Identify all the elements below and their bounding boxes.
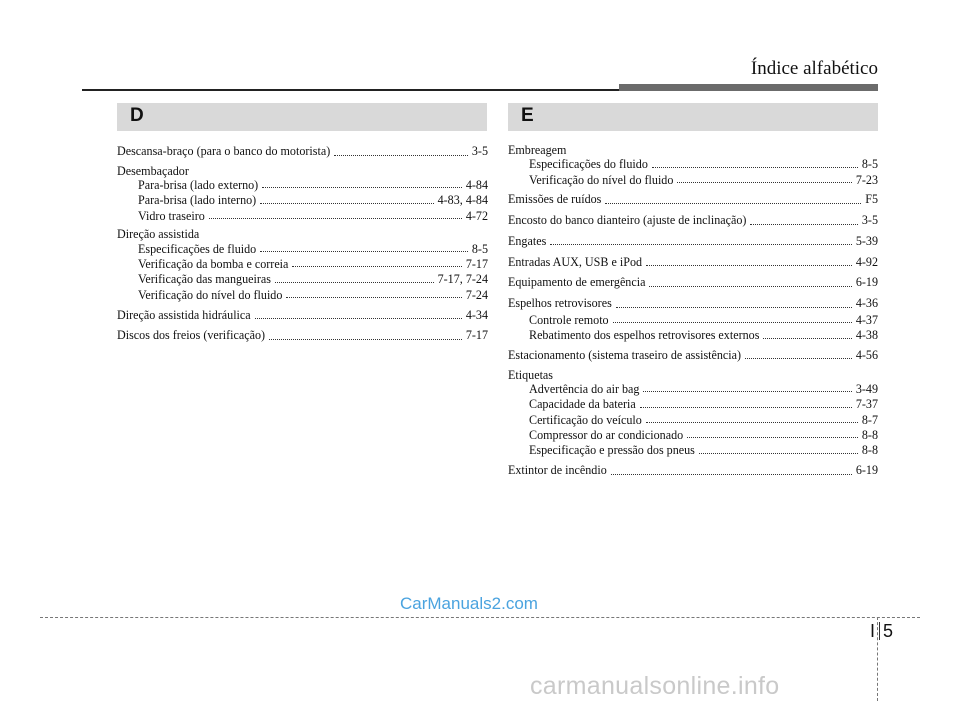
entry-text: Especificações do fluido <box>529 157 648 172</box>
header-bar <box>619 84 878 91</box>
dot-leader <box>286 296 461 298</box>
index-heading <box>117 164 488 178</box>
entry-page: 7-24 <box>465 287 488 302</box>
dot-leader <box>209 217 462 219</box>
entry-text: Rebatimento dos espelhos retrovisores externos <box>529 328 760 343</box>
dot-leader <box>605 202 861 204</box>
entry-page: 6-19 <box>855 275 878 290</box>
dot-leader <box>646 264 852 266</box>
entry-page: 7-17 <box>465 257 488 272</box>
dot-leader <box>260 250 468 252</box>
dot-leader <box>613 321 852 323</box>
entry-text: Encosto do banco dianteiro (ajuste de inclinação) <box>508 213 747 228</box>
entry-text: Entradas AUX, USB e iPod <box>508 254 643 269</box>
entry-page: 7-23 <box>855 172 878 187</box>
entry-page: 3-5 <box>471 144 488 158</box>
entry-text: Para-brisa (lado externo) <box>138 177 259 192</box>
page-number-value: 5 <box>883 621 894 641</box>
dot-leader <box>334 154 468 156</box>
index-subentry[interactable] <box>508 413 878 428</box>
heading-text: Etiquetas <box>508 367 554 382</box>
index-subentry[interactable] <box>508 157 878 172</box>
entry-text: Verificação da bomba e correia <box>138 257 289 272</box>
entry-page: 6-19 <box>855 463 878 478</box>
dot-leader <box>652 166 858 168</box>
dot-leader <box>745 357 852 359</box>
index-heading <box>508 143 878 157</box>
dot-leader <box>687 436 858 438</box>
index-subentry[interactable] <box>117 257 488 272</box>
entry-page: 8-5 <box>861 157 878 172</box>
dot-leader <box>255 317 462 319</box>
index-entry[interactable] <box>508 462 878 480</box>
entry-text: Emissões de ruídos <box>508 192 602 207</box>
page-separator <box>879 622 880 640</box>
heading-text: Direção assistida <box>117 227 200 242</box>
entry-page: 4-56 <box>855 347 878 362</box>
dot-leader <box>646 421 858 423</box>
footer-rule <box>40 617 920 618</box>
entry-text: Controle remoto <box>529 312 609 327</box>
entry-text: Estacionamento (sistema traseiro de assistência) <box>508 347 742 362</box>
entry-page: 3-5 <box>861 213 878 228</box>
entry-page: 8-8 <box>861 427 878 442</box>
index-entry[interactable] <box>508 347 878 365</box>
index-subentry[interactable] <box>508 313 878 328</box>
index-subentry[interactable] <box>117 178 488 193</box>
entry-text: Especificação e pressão dos pneus <box>529 443 695 458</box>
dot-leader <box>750 223 857 225</box>
entry-text: Verificação do nível do fluido <box>529 172 674 187</box>
site-footer-link[interactable]: carmanualsonline.info <box>530 672 780 700</box>
index-subentry[interactable] <box>508 173 878 188</box>
index-subentry[interactable] <box>508 397 878 412</box>
index-subentry[interactable] <box>508 443 878 458</box>
entry-text: Discos dos freios (verificação) <box>117 328 266 343</box>
dot-leader <box>292 265 461 267</box>
index-entry[interactable] <box>117 143 488 161</box>
dot-leader <box>677 181 851 183</box>
entry-page: 4-92 <box>855 254 878 269</box>
entry-text: Advertência do air bag <box>529 381 640 396</box>
index-subentry[interactable] <box>117 288 488 303</box>
watermark-link[interactable]: CarManuals2.com <box>400 594 538 613</box>
index-entry[interactable] <box>117 327 488 345</box>
index-subentry[interactable] <box>117 193 488 208</box>
entry-page: 8-7 <box>861 412 878 427</box>
entry-text: Engates <box>508 233 547 248</box>
entry-page: 4-34 <box>465 307 488 322</box>
entry-page: 4-37 <box>855 312 878 327</box>
dot-leader <box>699 452 858 454</box>
entry-page: 7-17 <box>465 328 488 343</box>
index-entry[interactable] <box>508 212 878 230</box>
index-subentry[interactable] <box>117 272 488 287</box>
entry-text: Vidro traseiro <box>138 208 205 223</box>
entry-text: Extintor de incêndio <box>508 463 607 478</box>
index-entry[interactable] <box>508 274 878 292</box>
index-subentry[interactable] <box>508 382 878 397</box>
index-heading <box>117 227 488 241</box>
page-prefix: I <box>870 621 876 641</box>
section-letter-d: D <box>130 105 144 126</box>
dot-leader <box>649 285 851 287</box>
section-letter-e: E <box>521 105 534 126</box>
entry-page: 3-49 <box>855 381 878 396</box>
page-number <box>870 621 893 642</box>
dot-leader <box>640 406 852 408</box>
entry-text: Equipamento de emergência <box>508 275 646 290</box>
entry-page: 8-8 <box>861 443 878 458</box>
dot-leader <box>611 473 852 475</box>
entry-text: Descansa-braço (para o banco do motorista) <box>117 144 331 158</box>
index-entry[interactable] <box>508 233 878 251</box>
index-subentry[interactable] <box>117 242 488 257</box>
entry-text: Direção assistida hidráulica <box>117 307 251 322</box>
index-subentry[interactable] <box>508 328 878 343</box>
entry-page: 4-36 <box>855 296 878 311</box>
index-column-d <box>117 143 488 345</box>
dot-leader <box>616 306 852 308</box>
header-rule <box>82 89 619 91</box>
index-heading <box>508 368 878 382</box>
entry-page: 4-83, 4-84 <box>437 193 488 208</box>
section-header-d <box>117 103 487 131</box>
entry-page: 8-5 <box>471 241 488 256</box>
dot-leader <box>269 338 462 340</box>
dot-leader <box>262 186 462 188</box>
entry-text: Certificação do veículo <box>529 412 642 427</box>
entry-page: 5-39 <box>855 233 878 248</box>
section-header-e <box>508 103 878 131</box>
entry-text: Para-brisa (lado interno) <box>138 193 257 208</box>
dot-leader <box>550 243 852 245</box>
dot-leader <box>275 281 434 283</box>
index-entry[interactable] <box>508 254 878 272</box>
index-column-e <box>508 143 878 480</box>
entry-text: Capacidade da bateria <box>529 397 636 412</box>
index-subentry[interactable] <box>117 209 488 224</box>
page-title: Índice alfabético <box>750 58 878 79</box>
heading-text: Embreagem <box>508 143 567 157</box>
dot-leader <box>643 390 851 392</box>
heading-text: Desembaçador <box>117 163 189 178</box>
index-entry[interactable] <box>508 191 878 209</box>
entry-page: 4-72 <box>465 208 488 223</box>
entry-page: 4-38 <box>855 328 878 343</box>
index-entry[interactable] <box>508 295 878 313</box>
index-entry[interactable] <box>117 307 488 325</box>
entry-page: F5 <box>865 192 878 207</box>
entry-text: Verificação do nível do fluido <box>138 287 283 302</box>
dot-leader <box>763 337 851 339</box>
entry-text: Verificação das mangueiras <box>138 272 271 287</box>
entry-text: Compressor do ar condicionado <box>529 427 684 442</box>
index-subentry[interactable] <box>508 428 878 443</box>
entry-text: Espelhos retrovisores <box>508 296 612 311</box>
entry-page: 4-84 <box>465 177 488 192</box>
dot-leader <box>260 202 433 204</box>
entry-page: 7-17, 7-24 <box>437 272 488 287</box>
entry-text: Especificações de fluido <box>138 241 257 256</box>
entry-page: 7-37 <box>855 397 878 412</box>
